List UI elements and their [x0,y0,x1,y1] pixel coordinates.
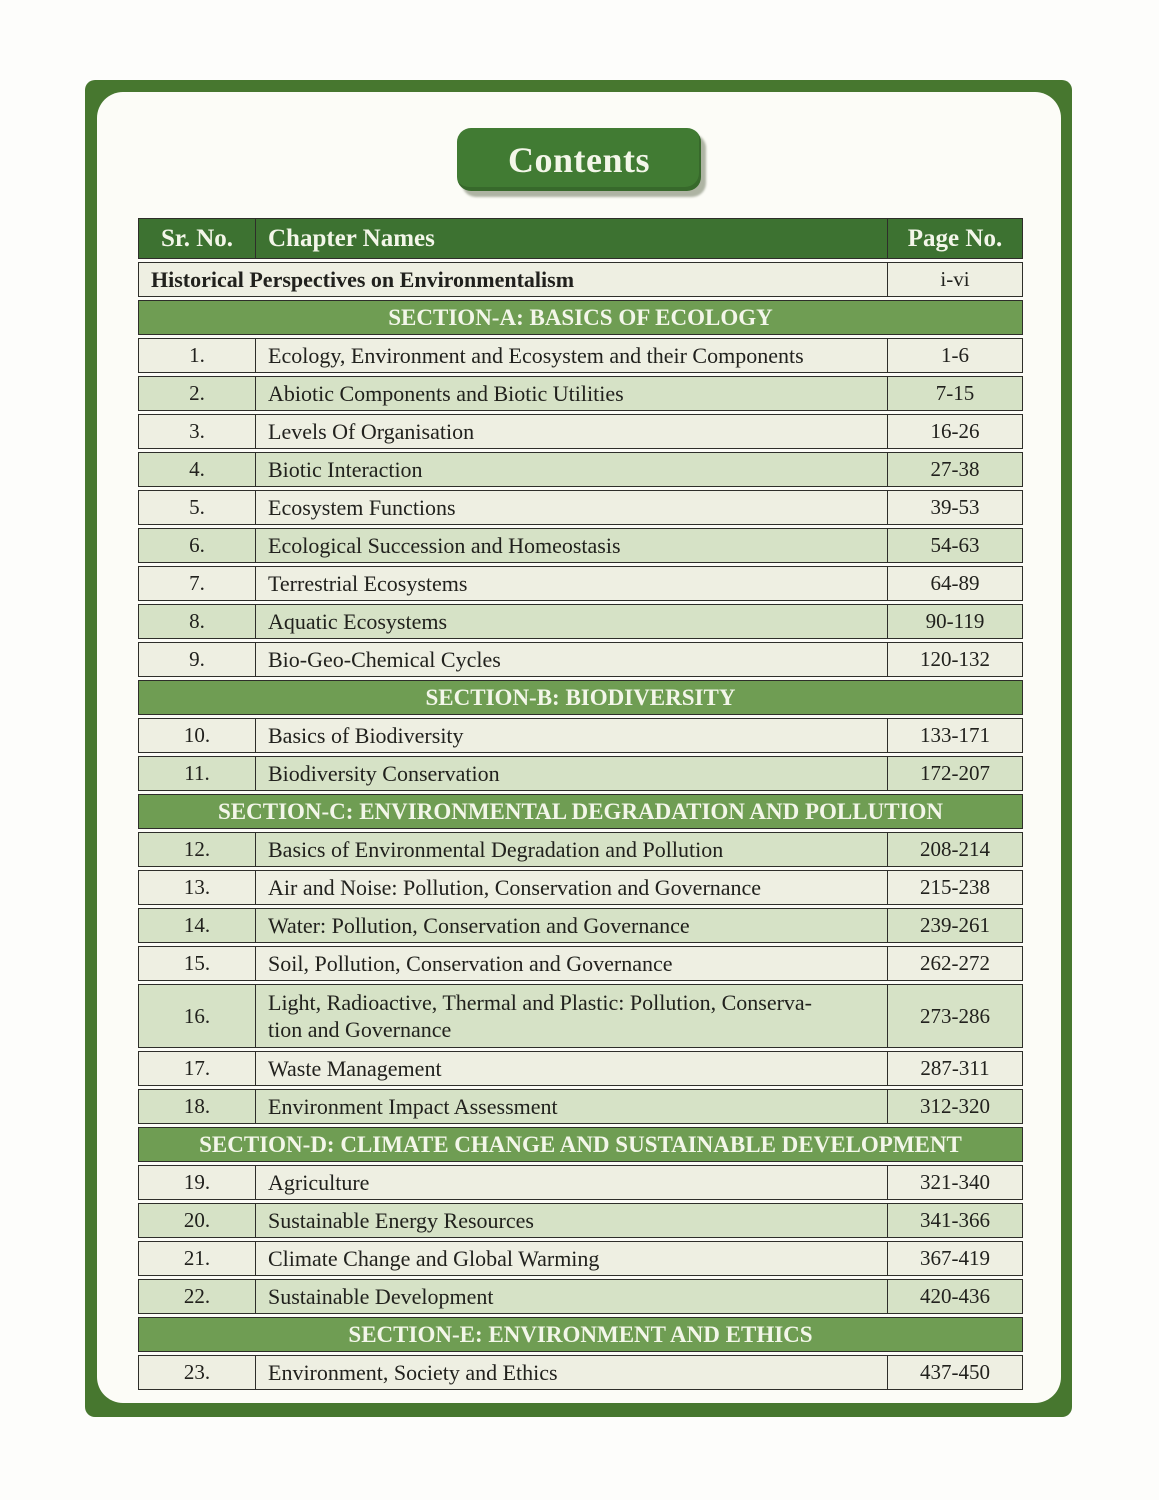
chapter-name-cell: Soil, Pollution, Conservation and Governance [268,950,673,976]
contents-title-badge [457,128,701,191]
sr-no-cell: 9. [139,643,256,676]
chapter-row [138,528,1023,563]
sr-no-cell: 17. [139,1052,256,1085]
page-no-cell: 208-214 [887,833,1022,866]
sr-no-cell: 8. [139,605,256,638]
chapter-name-cell: Environment, Society and Ethics [268,1359,558,1385]
chapter-name-cell: Basics of Biodiversity [268,722,464,748]
table-header-row [138,218,1023,259]
section-label: SECTION-D: CLIMATE CHANGE AND SUSTAINABLE DEVELOPMENT [199,1131,962,1157]
page-no-cell: 133-171 [887,719,1022,752]
sr-no-cell: 2. [139,377,256,410]
chapter-name-cell: Bio-Geo-Chemical Cycles [268,646,501,672]
chapter-name-cell: Sustainable Development [268,1283,494,1309]
chapter-name-cell: Biodiversity Conservation [268,760,500,786]
sr-no-cell: 12. [139,833,256,866]
green-frame-border [85,80,1072,1417]
chapter-name-cell: Abiotic Components and Biotic Utilities [268,380,624,406]
page-no-cell: 312-320 [887,1090,1022,1123]
sr-no-cell: 5. [139,491,256,524]
chapter-row [138,1203,1023,1238]
chapter-name-cell: Waste Management [268,1055,442,1081]
chapter-row [138,870,1023,905]
page-no-cell: 215-238 [887,871,1022,904]
chapter-row [138,376,1023,411]
page-inner [97,92,1061,1403]
chapter-row [138,1089,1023,1124]
section-label: SECTION-C: ENVIRONMENTAL DEGRADATION AND POLLUTION [217,798,943,824]
page-no-cell: 64-89 [887,567,1022,600]
chapter-row [138,756,1023,791]
page-title: Contents [507,139,650,180]
page-no-cell: 273-286 [887,985,1022,1047]
chapter-row [138,832,1023,867]
chapter-name-cell: Aquatic Ecosystems [268,608,448,634]
page-no-cell: 120-132 [887,643,1022,676]
section-label: SECTION-E: ENVIRONMENT AND ETHICS [348,1321,813,1347]
chapter-name-cell: Biotic Interaction [268,456,423,482]
chapter-name-text: Light, Radioactive, Thermal and Plastic: Pollution, Conserva- tion and Governance [268,989,812,1042]
page-no-cell: 90-119 [887,605,1022,638]
chapter-row [138,490,1023,525]
chapter-row [138,984,1023,1048]
chapter-row [138,414,1023,449]
chapter-name-cell: Environment Impact Assessment [268,1093,558,1119]
sr-no-cell: 6. [139,529,256,562]
page-no-cell: 27-38 [887,453,1022,486]
sr-no-cell: 20. [139,1204,256,1237]
chapter-row [138,946,1023,981]
sr-no-cell: 14. [139,909,256,942]
section-header-row [138,794,1023,829]
page-no-cell: 54-63 [887,529,1022,562]
chapter-name-cell [256,985,887,1047]
section-label: SECTION-A: BASICS OF ECOLOGY [388,304,773,330]
chapter-row [138,566,1023,601]
chapter-name-cell: Levels Of Organisation [268,418,475,444]
chapter-name-cell: Water: Pollution, Conservation and Governance [268,912,690,938]
column-header-sr-no: Sr. No. [139,219,256,258]
sr-no-cell: 7. [139,567,256,600]
sr-no-cell: 13. [139,871,256,904]
column-header-page-no: Page No. [887,219,1022,258]
chapter-row [138,642,1023,677]
sr-no-cell: 18. [139,1090,256,1123]
chapter-row [138,908,1023,943]
page-no-cell: 437-450 [887,1356,1022,1389]
chapter-name-cell: Climate Change and Global Warming [268,1245,600,1271]
page-no-cell: 367-419 [887,1242,1022,1275]
chapter-name-cell: Ecological Succession and Homeostasis [268,532,621,558]
chapter-name-cell: Ecosystem Functions [268,494,456,520]
chapter-row [138,1051,1023,1086]
chapter-name-cell: Agriculture [268,1169,370,1195]
section-header-row [138,300,1023,335]
page-no-cell: 262-272 [887,947,1022,980]
chapter-name-cell: Basics of Environmental Degradation and Pollution [268,836,724,862]
sr-no-cell: 19. [139,1166,256,1199]
sr-no-cell: 22. [139,1280,256,1313]
chapter-name-cell: Ecology, Environment and Ecosystem and their Components [268,342,804,368]
sr-no-cell: 4. [139,453,256,486]
intro-row [138,262,1023,297]
page-no-cell: 172-207 [887,757,1022,790]
table-body [138,262,1023,1390]
page-no-cell: 1-6 [887,339,1022,372]
page-no-cell: 321-340 [887,1166,1022,1199]
contents-table [138,218,1023,1393]
sr-no-cell: 1. [139,339,256,372]
sr-no-cell: 3. [139,415,256,448]
section-header-row [138,1127,1023,1162]
chapter-name-cell: Sustainable Energy Resources [268,1207,534,1233]
sr-no-cell: 10. [139,719,256,752]
chapter-row [138,338,1023,373]
section-header-row [138,1317,1023,1352]
chapter-row [138,1355,1023,1390]
section-header-row [138,680,1023,715]
sr-no-cell: 11. [139,757,256,790]
chapter-name-cell: Air and Noise: Pollution, Conservation and Governance [268,874,762,900]
sr-no-cell: 15. [139,947,256,980]
chapter-row [138,1165,1023,1200]
page-no-cell: 341-366 [887,1204,1022,1237]
page-no-cell: 239-261 [887,909,1022,942]
page-no-cell: i-vi [887,263,1022,296]
chapter-name-cell: Historical Perspectives on Environmentalism [151,266,575,292]
sr-no-cell: 16. [139,985,256,1047]
page-no-cell: 287-311 [887,1052,1022,1085]
sr-no-cell: 21. [139,1242,256,1275]
sr-no-cell: 23. [139,1356,256,1389]
chapter-row [138,604,1023,639]
chapter-row [138,718,1023,753]
column-header-chapter-names: Chapter Names [268,224,435,252]
section-label: SECTION-B: BIODIVERSITY [425,684,736,710]
page-no-cell: 420-436 [887,1280,1022,1313]
chapter-name-cell: Terrestrial Ecosystems [268,570,468,596]
page-no-cell: 7-15 [887,377,1022,410]
chapter-row [138,452,1023,487]
chapter-row [138,1241,1023,1276]
chapter-row [138,1279,1023,1314]
page-no-cell: 39-53 [887,491,1022,524]
page-no-cell: 16-26 [887,415,1022,448]
